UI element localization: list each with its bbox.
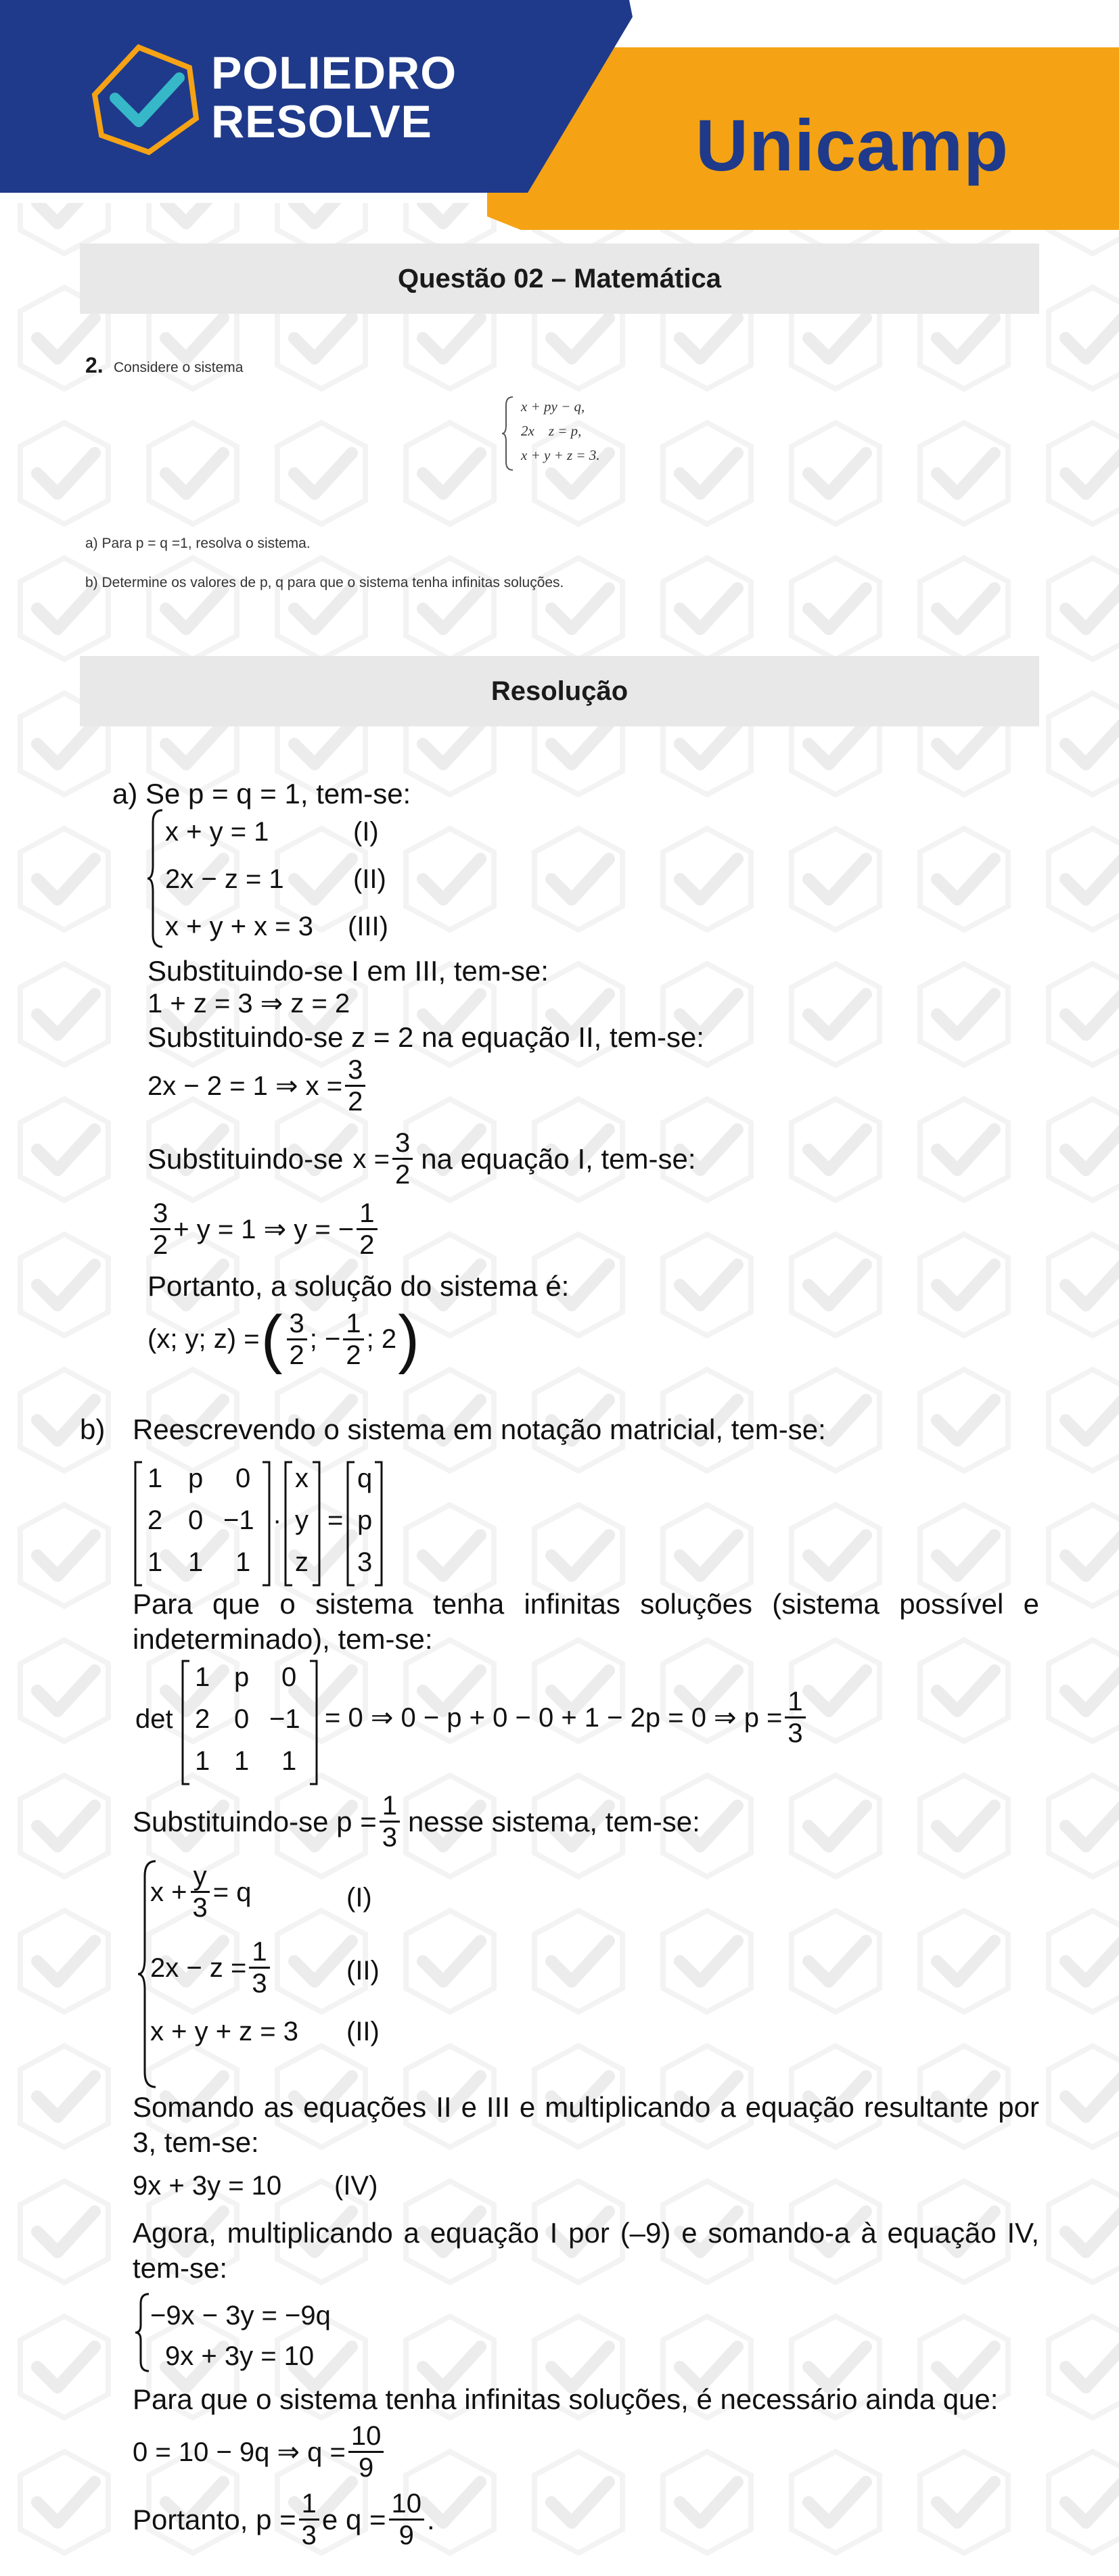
- d-1-2: −1: [269, 1704, 300, 1734]
- system-eq-2: 2x z = p,: [521, 423, 582, 439]
- b-sys2-eq2: [150, 1937, 273, 1998]
- b-line1: Reescrevendo o sistema em notação matricial, tem-se:: [133, 1413, 826, 1445]
- vec-q-0: q: [357, 1463, 373, 1493]
- b-sys3-eq1: −9x − 3y = −9q: [150, 2301, 331, 2331]
- frac-den: 2: [348, 1087, 363, 1117]
- dot-operator: ·: [273, 1505, 282, 1535]
- a-step5: Portanto, a solução do sistema é:: [147, 1270, 570, 1302]
- frac-den: 9: [359, 2453, 374, 2483]
- b-sys2-e2-pre: 2x − z =: [150, 1952, 247, 1983]
- b-eq4: 9x + 3y = 10: [133, 2171, 282, 2201]
- d-2-1: 1: [234, 1746, 250, 1776]
- question-intro: Considere o sistema: [114, 360, 244, 375]
- frac-den: 9: [398, 2521, 414, 2550]
- b-final-end: .: [427, 2503, 435, 2535]
- d-1-1: 0: [234, 1704, 250, 1734]
- b-sys2-eq1: [150, 1861, 251, 1923]
- question-number: 2.: [85, 353, 104, 377]
- a-step2: Substituindo-se z = 2 na equação II, tem-se:: [147, 1021, 704, 1053]
- a-sol-lhs: (x; y; z) =: [147, 1324, 260, 1354]
- frac-num: y: [191, 1861, 210, 1893]
- a-tag-2: (II): [353, 864, 386, 894]
- frac-den: 3: [787, 1718, 803, 1748]
- frac-num: 1: [343, 1309, 363, 1340]
- m-1-1: 0: [188, 1505, 204, 1535]
- vec-q-1: p: [357, 1505, 373, 1535]
- b-eq4-tag: (IV): [334, 2171, 378, 2201]
- resolution-banner: Resolução: [80, 656, 1039, 726]
- vec-x-1: y: [295, 1505, 309, 1535]
- frac-den: 2: [289, 1340, 304, 1370]
- vec-q-2: 3: [357, 1547, 373, 1577]
- a-step3-post: na equação I, tem-se:: [421, 1142, 696, 1175]
- a-eq-1: x + y = 1: [165, 817, 269, 847]
- brace-icon: [135, 2293, 150, 2372]
- b-final-eq: [133, 2421, 386, 2483]
- a-step2-lhs: 2x − 2 = 1 ⇒ x =: [147, 1071, 343, 1101]
- a-step4-eq: [147, 1198, 380, 1260]
- part-a-label: a) Se p = q = 1, tem-se:: [112, 778, 411, 810]
- equals-sign: =: [327, 1505, 344, 1535]
- a-step3: [147, 1128, 696, 1190]
- a-tag-3: (III): [348, 912, 388, 941]
- b-text4: Agora, multiplicando a equação I por (–9) e somando-a à equação IV, tem-se:: [133, 2217, 1039, 2284]
- a-eq-3: x + y + x = 3: [165, 912, 314, 941]
- a-step3-pre: Substituindo-se: [147, 1142, 344, 1175]
- question-item-b: b) Determine os valores de p, q para que o sistema tenha infinitas soluções.: [85, 575, 564, 590]
- frac-num: 3: [392, 1128, 413, 1160]
- a-step3-x: x =: [352, 1144, 390, 1174]
- system-eq-1: x + py − q,: [521, 398, 585, 415]
- m-2-1: 1: [188, 1547, 204, 1577]
- d-0-2: 0: [281, 1662, 297, 1692]
- det-rhs-row: [325, 1687, 808, 1748]
- brand-line2: RESOLVE: [211, 96, 432, 147]
- question-banner: Questão 02 – Matemática: [80, 243, 1039, 314]
- b-sub: [133, 1791, 700, 1852]
- b-sub-post: nesse sistema, tem-se:: [407, 1805, 700, 1837]
- vec-x-2: z: [295, 1547, 309, 1577]
- b-text2: Para que o sistema tenha infinitas soluções (sistema possível e indeterminado), tem-se:: [133, 1588, 1039, 1655]
- m-0-0: 1: [147, 1463, 163, 1493]
- frac-num: 1: [357, 1198, 377, 1230]
- frac-den: 3: [252, 1969, 267, 1998]
- brand-line1: POLIEDRO: [211, 47, 457, 99]
- frac-den: 2: [346, 1340, 361, 1370]
- d-0-1: p: [234, 1662, 250, 1692]
- a-solution: [147, 1305, 421, 1373]
- frac-den: 2: [395, 1160, 411, 1190]
- m-0-1: p: [188, 1463, 204, 1493]
- question-item-a: a) Para p = q =1, resolva o sistema.: [85, 536, 311, 551]
- a-sol-mid2: ; 2: [366, 1324, 397, 1354]
- m-0-2: 0: [235, 1463, 251, 1493]
- d-2-0: 1: [195, 1746, 210, 1776]
- a-step1: Substituindo-se I em III, tem-se:: [147, 955, 549, 987]
- poliedro-logo-icon: [91, 44, 200, 159]
- university-title: Unicamp: [695, 104, 1009, 186]
- b-sys2-tag-3: (II): [346, 2017, 380, 2046]
- b-sys3-eq2: 9x + 3y = 10: [165, 2341, 315, 2371]
- frac-num: 3: [287, 1309, 307, 1340]
- frac-num: 10: [348, 2421, 384, 2453]
- d-2-2: 1: [281, 1746, 297, 1776]
- brace-icon: [502, 396, 516, 471]
- m-1-2: −1: [223, 1505, 254, 1535]
- frac-num: 1: [299, 2489, 319, 2521]
- a-sol-mid1: ; −: [309, 1324, 341, 1354]
- b-sys2-e1-pre: x +: [150, 1877, 187, 1907]
- frac-num: 1: [380, 1791, 400, 1823]
- m-1-0: 2: [147, 1505, 163, 1535]
- a-tag-1: (I): [353, 817, 379, 847]
- frac-num: 1: [785, 1687, 805, 1718]
- b-determinant: [133, 1658, 944, 1787]
- d-1-0: 2: [195, 1704, 210, 1734]
- b-text3: Somando as equações II e III e multiplicando a equação resultante por 3, tem-se:: [133, 2091, 1039, 2158]
- paren-open: (: [260, 1303, 283, 1375]
- b-sys2-tag-1: (I): [346, 1883, 372, 1913]
- frac-num: 3: [150, 1198, 170, 1230]
- a-step2-eq: [147, 1055, 368, 1117]
- frac-num: 3: [345, 1055, 365, 1087]
- part-b-label: b): [80, 1413, 106, 1445]
- b-final-mid: e q =: [321, 2503, 386, 2535]
- b-final-eq-lhs: 0 = 10 − 9q ⇒ q =: [133, 2437, 346, 2467]
- b-matrix-equation: [133, 1459, 417, 1588]
- a-step4-mid: + y = 1 ⇒ y = −: [173, 1214, 355, 1244]
- b-sys2-tag-2: (II): [346, 1956, 380, 1986]
- a-eq-2: 2x − z = 1: [165, 864, 284, 894]
- brace-icon: [147, 809, 165, 948]
- b-final-pre: Portanto, p =: [133, 2503, 296, 2535]
- paren-close: ): [398, 1303, 420, 1375]
- det-label: det: [135, 1704, 173, 1734]
- b-sub-pre: Substituindo-se p =: [133, 1805, 377, 1837]
- frac-num: 10: [389, 2489, 425, 2521]
- d-0-0: 1: [195, 1662, 210, 1692]
- m-2-0: 1: [147, 1547, 163, 1577]
- frac-den: 2: [153, 1230, 168, 1260]
- b-sys2-eq3: x + y + z = 3: [150, 2017, 299, 2046]
- vec-x-0: x: [295, 1463, 309, 1493]
- frac-den: 3: [192, 1893, 208, 1923]
- frac-den: 3: [382, 1823, 397, 1852]
- frac-num: 1: [249, 1937, 269, 1969]
- frac-den: 2: [359, 1230, 375, 1260]
- system-eq-3: x + y + z = 3.: [521, 447, 600, 463]
- b-sys2-e1-post: = q: [212, 1877, 252, 1907]
- frac-den: 3: [301, 2521, 317, 2550]
- a-step1-eq: 1 + z = 3 ⇒ z = 2: [147, 989, 350, 1018]
- det-rhs: = 0 ⇒ 0 − p + 0 − 0 + 1 − 2p = 0 ⇒ p =: [325, 1702, 783, 1733]
- b-final: [133, 2489, 435, 2550]
- m-2-2: 1: [235, 1547, 251, 1577]
- b-text5: Para que o sistema tenha infinitas soluções, é necessário ainda que:: [133, 2383, 999, 2415]
